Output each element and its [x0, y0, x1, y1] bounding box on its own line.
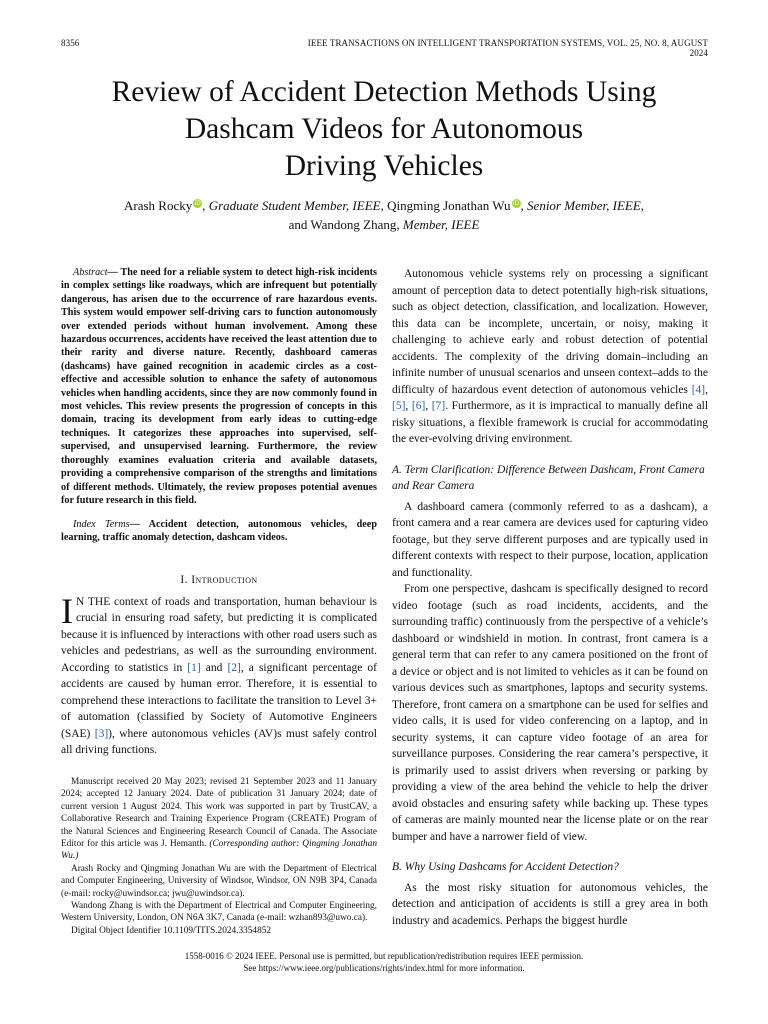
rights-link[interactable]: See https://www.ieee.org/publications/rights/index.html for more information. — [243, 963, 525, 973]
section-heading — [61, 572, 377, 589]
abstract-label: Abstract — [73, 267, 108, 278]
section-title: Introduction — [191, 574, 258, 586]
abstract-text: The need for a reliable system to detect high-risk incidents in complex settings like roadways, which are infrequent but potentially dangerous, has arisen due to the occurrence of rare hazardous events. This system would empower self-driving cars to function autonomously over extended periods without human involvement. Among these hazardous occurrences, accidents have received the least attention due to their rarity and diverse nature. Recently, dashboard cameras (dashcams) have gained recognition in academic circles as a cost-effective and accessible solution to enhance the safety of autonomous vehicles when handling accidents, since they are now commonly found in most vehicles. This review presents the progression of concepts in this domain, tracing its development from early ideas to cutting-edge techniques. It categorizes these approaches into supervised, self-supervised, and unsupervised learning. Furthermore, the review thoroughly examines evaluation criteria and available datasets, providing a comprehensive comparison of the strengths and limitations of different methods. Ultimately, the review proposes potential avenues for future research in this field. — [61, 267, 377, 506]
orcid-icon[interactable]: iD — [194, 199, 201, 207]
author-name: Arash Rocky — [123, 198, 193, 213]
footnotes — [61, 776, 377, 937]
author-name: Qingming Jonathan Wu — [387, 198, 511, 213]
drop-cap: I — [61, 590, 73, 631]
title-line-3: Driving Vehicles — [284, 150, 484, 182]
footnote-manuscript: Manuscript received 20 May 2023; revised 21 September 2023 and 11 January 2024; accepted 12 January 2024. Date of publication 31 January 2024; date of current version 1 August 2024. This work was supported in part by TrustCAV, a Collaborative Research and Training Experience Program (CREATE) Program of the Natural Sciences and Engineering Research Council of Canada. The Associate Editor for this article was J. Hemanth. (Corresponding author: Qingming Jonathan Wu.) — [61, 777, 378, 862]
index-terms-label: Index Terms — [73, 519, 130, 530]
citation-link[interactable]: [1] — [187, 661, 201, 674]
citation-link[interactable]: [7] — [431, 400, 446, 412]
body-paragraph: As the most risky situation for autonomous vehicles, the detection and anticipation of accidents is still a grey area in both industry and academics. Perhaps the biggest hurdle — [392, 881, 708, 927]
right-column — [392, 266, 708, 929]
body-paragraph: A dashboard camera (commonly referred to as a dashcam), a front camera and a rear camera are devices used for capturing video footage, but they serve different purposes and are typically used in different contexts with respect to their purpose, location, application and functionality. — [392, 500, 708, 579]
citation-link[interactable]: [2] — [227, 661, 241, 674]
paper-title — [60, 74, 708, 185]
index-terms-text: Accident detection, autonomous vehicles, deep learning, traffic anomaly detection, dashcam videos. — [61, 519, 377, 544]
orcid-icon[interactable]: iD — [512, 199, 520, 207]
section-introduction — [61, 572, 377, 759]
abstract: Abstract— The need for a reliable system to detect high-risk incidents in complex settings like roadways, which are infrequent but potentially dangerous, has arisen due to the occurrence of rare hazardous events. This system would empower self-driving cars to function autonomously over extended periods without human involvement. Among these hazardous occurrences, accidents have received the least attention due to their rarity and diverse nature. Recently, dashboard cameras (dashcams) have gained recognition in academic circles as a cost-effective and accessible solution to enhance the safety of autonomous vehicles when handling accidents, since they are now commonly found in most vehicles. This review presents the progression of concepts in this domain, tracing its development from early ideas to cutting-edge techniques. It categorizes these approaches into supervised, self-supervised, and unsupervised learning. Furthermore, the review thoroughly examines evaluation criteria and available datasets, providing a comprehensive comparison of the strengths and limitations of different methods. Ultimately, the review proposes potential avenues for future research in this field. — [61, 267, 377, 506]
intro-paragraph: I N THE context of roads and transportation, human behaviour is crucial in ensuring road safety, but predicting it is complicated because it is influenced by interactions with other road users such as vehicles and pedestrians, as well as the surrounding environment. According to statistics in [1] and [2], a significant percentage of accidents are caused by human error. Therefore, it is essential to comprehend these interactions to facilitate the transition to Level 3+ of automation (classified by Society of Automotive Engineers (SAE) [3]), where autonomous vehicles (AV)s must safely control all driving functions. — [61, 590, 378, 756]
citation-link[interactable]: [5] — [392, 400, 406, 412]
author-list: Arash Rocky iD, Graduate Student Member, IEEE, Qingming Jonathan Wu iD, Senior Member, IEEE, and Wandong Zhang, Member, IEEE — [123, 198, 645, 232]
page-number: 8356 — [61, 38, 80, 48]
index-terms: Index Terms— Accident detection, autonomous vehicles, deep learning, traffic anomaly detection, dashcam videos. — [61, 519, 377, 544]
author-name: Wandong Zhang — [310, 217, 397, 232]
journal-header: IEEE TRANSACTIONS ON INTELLIGENT TRANSPORTATION SYSTEMS, VOL. 25, NO. 8, AUGUST 2024 — [307, 38, 708, 58]
author-role: Graduate Student Member, IEEE — [208, 198, 381, 213]
citation-link[interactable]: [3] — [94, 727, 109, 740]
body-paragraph: Autonomous vehicle systems rely on processing a significant amount of perception data to detect potentially high-risk situations, such as object detection, classification, and localization. However, this data can be incomplete, uncertain, or noisy, making it challenging to achieve early and robust detection of potential accidents. The complexity of the driving domain–including an infinite number of unusual scenarios and unseen context–adds to the difficulty of hazardous event detection of autonomous vehicles [4], [5], [6], [7]. Furthermore, as it is impractical to manually define all risky situations, a flexible framework is crucial for accommodating the ever-evolving driving environment. — [392, 268, 709, 445]
citation-link[interactable]: [6] — [411, 400, 426, 412]
subsection-heading: B. Why Using Dashcams for Accident Detection? — [392, 861, 619, 873]
copyright-notice — [60, 950, 708, 974]
footnote-doi: Digital Object Identifier 10.1109/TITS.2024.3354852 — [71, 925, 272, 936]
section-numeral: I. — [180, 574, 188, 586]
subsection-heading: A. Term Clarification: Difference Between Dashcam, Front Camera and Rear Camera — [392, 463, 705, 492]
title-line-1: Review of Accident Detection Methods Using — [111, 76, 657, 108]
citation-link[interactable]: [4] — [691, 383, 706, 396]
copyright-line: 1558-0016 © 2024 IEEE. Personal use is permitted, but republication/redistribution requires IEEE permission. — [184, 951, 584, 961]
footnote-affiliation: Arash Rocky and Qingming Jonathan Wu are with the Department of Electrical and Computer Engineering, University of Windsor, Windsor, ON N9B 3P4, Canada (e-mail: rocky@uwindsor.ca; jwu@uwindsor.ca). — [61, 863, 377, 899]
title-line-2: Dashcam Videos for Autonomous — [184, 113, 584, 145]
footnote-affiliation: Wandong Zhang is with the Department of Electrical and Computer Engineering, Western University, London, ON N6A 3K7, Canada (e-mail: wzhan893@uwo.ca). — [61, 901, 377, 924]
author-role: Senior Member, IEEE — [527, 198, 641, 213]
body-paragraph: From one perspective, dashcam is specifically designed to record video footage (such as road incidents, accidents, and the surrounding traffic) continuously from the perspective of a vehicle’s dashboard or windshield in motion. In contrast, front camera is a general term that can refer to any camera positioned on the front of a device or object and is not limited to vehicles as it can be found on various devices such as smartphones, laptops and security systems. Therefore, front camera on a smartphone can be used for selfies and video calls, it is used for video conferencing on a laptop, and in security systems, it can capture video footage of an area for surveillance purposes. Considering the rear camera’s perspective, it is primarily used to assist drivers when reversing or parking by providing a view of the area behind the vehicle to help the driver avoid obstacles and ensuring safety while backing up. These types of cameras are mainly mounted near the license plate or on the rear bumper and have a narrower field of view. — [392, 583, 708, 843]
author-role: Member, IEEE — [402, 217, 480, 232]
